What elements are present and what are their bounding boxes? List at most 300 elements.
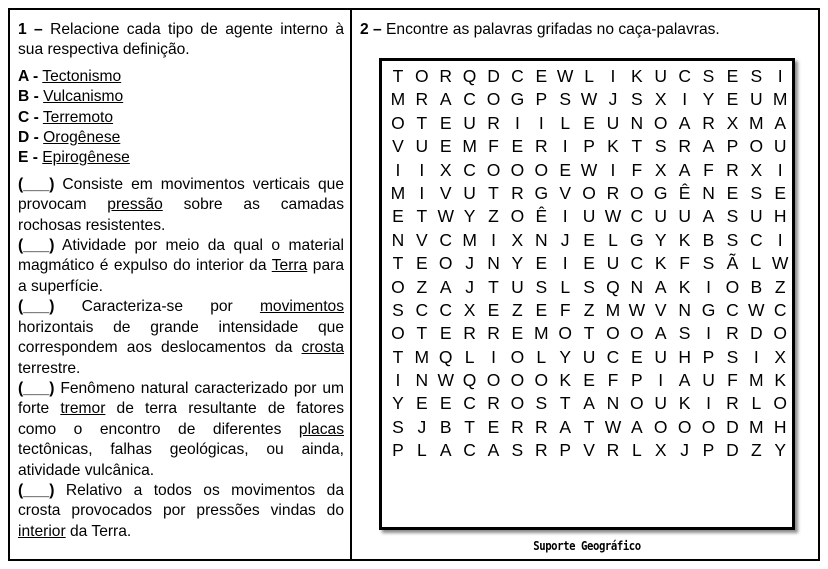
grid-letter[interactable]: M [414, 346, 430, 367]
grid-letter[interactable]: S [654, 136, 667, 157]
grid-letter[interactable]: L [560, 276, 571, 297]
grid-letter[interactable]: O [486, 159, 501, 180]
grid-letter[interactable]: X [654, 159, 667, 180]
grid-letter[interactable]: X [439, 159, 452, 180]
grid-letter[interactable]: K [678, 393, 691, 414]
grid-letter[interactable]: S [726, 346, 739, 367]
grid-letter[interactable]: O [606, 323, 620, 344]
grid-letter[interactable]: A [702, 206, 715, 227]
grid-letter[interactable]: R [487, 393, 500, 414]
grid-letter[interactable]: A [774, 112, 787, 133]
grid-letter[interactable]: G [653, 182, 668, 203]
grid-letter[interactable]: Z [512, 299, 523, 320]
grid-letter[interactable]: W [437, 370, 454, 391]
grid-letter[interactable]: M [749, 370, 764, 391]
grid-letter[interactable]: S [631, 89, 643, 110]
question-1-text: Relacione cada tipo de agente interno à sua respectiva definição. [18, 21, 344, 59]
grid-letter[interactable]: N [630, 112, 644, 133]
grid-letter[interactable]: V [559, 182, 572, 203]
grid-letter[interactable]: I [682, 89, 688, 110]
grid-letter[interactable]: T [631, 136, 643, 157]
grid-letter[interactable]: T [583, 416, 595, 437]
grid-letter[interactable]: E [511, 323, 524, 344]
grid-letter[interactable]: K [607, 136, 619, 157]
grid-letter[interactable]: U [749, 206, 763, 227]
grid-letter[interactable]: A [439, 89, 452, 110]
grid-letter[interactable]: Q [462, 66, 477, 86]
grid-letter[interactable]: A [583, 393, 595, 414]
grid-letter[interactable]: C [630, 253, 644, 274]
grid-letter[interactable]: W [771, 253, 789, 274]
grid-letter[interactable]: J [417, 416, 427, 437]
grid-letter[interactable]: L [751, 253, 762, 274]
grid-letter[interactable]: E [583, 112, 595, 133]
grid-letter[interactable]: E [535, 253, 548, 274]
grid-letter[interactable]: T [416, 323, 428, 344]
answer-blank[interactable]: (___) [18, 298, 55, 316]
grid-letter[interactable]: A [678, 112, 691, 133]
grid-letter[interactable]: M [749, 416, 764, 437]
grid-letter[interactable]: M [534, 323, 549, 344]
grid-letter[interactable]: N [534, 229, 548, 250]
grid-letter[interactable]: U [654, 346, 668, 367]
grid-letter[interactable]: R [534, 416, 548, 437]
grid-letter[interactable]: O [630, 393, 644, 414]
grid-letter[interactable]: A [439, 440, 452, 461]
grid-letter[interactable]: T [583, 323, 595, 344]
grid-letter[interactable]: W [556, 66, 574, 86]
answer-blank[interactable]: (___) [18, 175, 55, 193]
grid-letter[interactable]: R [487, 323, 500, 344]
grid-letter[interactable]: D [487, 66, 500, 86]
grid-letter[interactable]: O [391, 323, 405, 344]
grid-letter[interactable]: I [706, 323, 711, 344]
grid-letter[interactable]: O [510, 393, 525, 414]
grid-letter[interactable]: I [706, 276, 711, 297]
grid-letter[interactable]: P [535, 89, 548, 110]
grid-letter[interactable]: W [748, 299, 765, 320]
grid-letter[interactable]: R [534, 440, 548, 461]
grid-letter[interactable]: O [773, 323, 787, 344]
grid-letter[interactable]: L [608, 229, 618, 250]
grid-letter[interactable]: R [678, 136, 691, 157]
grid-letter[interactable]: R [511, 182, 524, 203]
grid-letter[interactable]: U [415, 136, 429, 157]
grid-letter[interactable]: O [415, 66, 429, 86]
grid-letter[interactable]: O [510, 206, 525, 227]
grid-letter[interactable]: U [582, 206, 596, 227]
grid-letter[interactable]: M [462, 229, 477, 250]
grid-letter[interactable]: I [514, 112, 520, 133]
grid-letter[interactable]: L [416, 440, 427, 461]
grid-letter[interactable]: P [726, 136, 739, 157]
grid-letter[interactable]: U [654, 206, 668, 227]
grid-letter[interactable]: I [538, 112, 544, 133]
grid-letter[interactable]: J [680, 440, 689, 461]
grid-letter[interactable]: N [630, 276, 644, 297]
grid-letter[interactable]: J [608, 89, 618, 110]
grid-letter[interactable]: S [511, 440, 524, 461]
grid-letter[interactable]: O [773, 393, 787, 414]
grid-letter[interactable]: N [415, 370, 429, 391]
grid-letter[interactable]: N [702, 182, 715, 203]
grid-letter[interactable]: O [510, 159, 525, 180]
grid-letter[interactable]: T [416, 206, 428, 227]
grid-letter[interactable]: T [488, 276, 499, 297]
grid-letter[interactable]: O [677, 416, 692, 437]
grid-letter[interactable]: S [750, 182, 763, 203]
grid-letter[interactable]: I [395, 370, 401, 391]
grid-letter[interactable]: I [562, 136, 568, 157]
grid-letter[interactable]: B [439, 416, 452, 437]
grid-letter[interactable]: W [580, 89, 598, 110]
grid-letter[interactable]: G [701, 299, 716, 320]
grid-letter[interactable]: W [604, 206, 622, 227]
grid-letter[interactable]: W [604, 416, 622, 437]
grid-letter[interactable]: X [511, 229, 524, 250]
grid-letter[interactable]: J [465, 276, 474, 297]
grid-letter[interactable]: M [772, 89, 788, 110]
grid-letter[interactable]: F [727, 370, 738, 391]
grid-letter[interactable]: A [654, 276, 667, 297]
grid-letter[interactable]: V [583, 440, 595, 461]
grid-letter[interactable]: F [559, 299, 571, 320]
grid-letter[interactable]: V [654, 299, 667, 320]
grid-letter[interactable]: O [653, 112, 668, 133]
grid-letter[interactable]: T [416, 112, 428, 133]
grid-letter[interactable]: Y [654, 229, 667, 250]
grid-letter[interactable]: O [534, 159, 549, 180]
grid-letter[interactable]: C [511, 66, 524, 86]
grid-letter[interactable]: U [678, 206, 691, 227]
grid-letter[interactable]: S [678, 323, 691, 344]
grid-letter[interactable]: E [511, 136, 524, 157]
grid-letter[interactable]: C [463, 393, 476, 414]
grid-letter[interactable]: E [583, 229, 595, 250]
grid-letter[interactable]: S [726, 229, 739, 250]
grid-letter[interactable]: R [726, 323, 739, 344]
grid-letter[interactable]: S [750, 66, 763, 86]
answer-blank[interactable]: (___) [18, 237, 55, 255]
grid-letter[interactable]: E [583, 253, 595, 274]
grid-letter[interactable]: X [463, 299, 476, 320]
grid-letter[interactable]: A [702, 136, 715, 157]
grid-letter[interactable]: C [463, 89, 476, 110]
grid-letter[interactable]: W [628, 299, 646, 320]
grid-letter[interactable]: P [583, 136, 595, 157]
grid-letter[interactable]: S [559, 89, 572, 110]
grid-letter[interactable]: I [706, 393, 711, 414]
grid-letter[interactable]: I [491, 229, 496, 250]
grid-letter[interactable]: C [463, 159, 476, 180]
grid-letter[interactable]: L [536, 346, 547, 367]
grid-letter[interactable]: S [392, 299, 404, 320]
grid-letter[interactable]: C [726, 299, 739, 320]
grid-letter[interactable]: K [678, 276, 691, 297]
grid-letter[interactable]: I [395, 159, 401, 180]
grid-letter[interactable]: Ê [535, 206, 548, 227]
grid-letter[interactable]: F [679, 253, 690, 274]
grid-letter[interactable]: N [678, 299, 691, 320]
grid-letter[interactable]: Z [750, 440, 762, 461]
grid-letter[interactable]: I [419, 182, 425, 203]
grid-letter[interactable]: U [749, 89, 763, 110]
grid-letter[interactable]: F [703, 159, 714, 180]
grid-letter[interactable]: O [486, 370, 501, 391]
grid-letter[interactable]: O [510, 370, 525, 391]
grid-letter[interactable]: Z [774, 276, 786, 297]
grid-letter[interactable]: X [654, 89, 667, 110]
grid-letter[interactable]: A [559, 416, 572, 437]
grid-letter[interactable]: Ã [726, 253, 739, 274]
grid-letter[interactable]: L [584, 66, 594, 86]
grid-letter[interactable]: O [534, 370, 549, 391]
grid-letter[interactable]: S [702, 253, 715, 274]
grid-letter[interactable]: E [439, 393, 452, 414]
grid-letter[interactable]: E [559, 159, 572, 180]
grid-letter[interactable]: L [751, 393, 762, 414]
grid-letter[interactable]: L [560, 112, 571, 133]
grid-letter[interactable]: T [392, 66, 404, 86]
grid-letter[interactable]: Y [702, 89, 715, 110]
grid-letter[interactable]: O [653, 416, 668, 437]
grid-letter[interactable]: E [439, 136, 452, 157]
worksheet [8, 8, 820, 561]
grid-letter[interactable]: S [583, 276, 595, 297]
grid-letter[interactable]: E [487, 299, 500, 320]
grid-letter[interactable]: I [562, 206, 568, 227]
grid-letter[interactable]: L [631, 440, 642, 461]
grid-letter[interactable]: A [654, 323, 667, 344]
grid-letter[interactable]: E [439, 112, 452, 133]
grid-letter[interactable]: B [702, 229, 715, 250]
grid-letter[interactable]: N [606, 393, 620, 414]
option-key: E - [18, 149, 38, 167]
grid-letter[interactable]: O [701, 416, 716, 437]
grid-letter[interactable]: O [630, 182, 644, 203]
grid-letter[interactable]: E [415, 393, 428, 414]
grid-letter[interactable]: J [465, 253, 474, 274]
grid-letter[interactable]: P [559, 440, 572, 461]
grid-letter[interactable]: R [534, 136, 548, 157]
grid-letter[interactable]: C [749, 229, 763, 250]
grid-letter[interactable]: U [606, 253, 620, 274]
grid-letter[interactable]: I [777, 229, 783, 250]
grid-letter[interactable]: I [658, 370, 664, 391]
grid-letter[interactable]: O [510, 346, 525, 367]
grid-letter[interactable]: Y [463, 206, 476, 227]
grid-letter[interactable]: Q [606, 276, 620, 297]
grid-letter[interactable]: Q [438, 346, 453, 367]
grid-letter[interactable]: A [678, 159, 691, 180]
grid-letter[interactable]: Z [488, 206, 499, 227]
grid-letter[interactable]: D [726, 440, 739, 461]
grid-letter[interactable]: P [631, 370, 643, 391]
grid-letter[interactable]: Y [511, 253, 524, 274]
grid-letter[interactable]: I [777, 66, 783, 86]
grid-letter[interactable]: J [560, 229, 570, 250]
grid-letter[interactable]: O [438, 253, 453, 274]
grid-letter[interactable]: U [606, 112, 620, 133]
grid-letter[interactable]: T [488, 182, 499, 203]
grid-letter[interactable]: S [726, 206, 739, 227]
grid-letter[interactable]: T [464, 416, 475, 437]
grid-letter[interactable]: O [391, 112, 405, 133]
grid-letter[interactable]: M [462, 136, 477, 157]
grid-letter[interactable]: O [630, 323, 644, 344]
grid-letter[interactable]: A [631, 416, 643, 437]
grid-letter[interactable]: E [487, 416, 500, 437]
grid-letter[interactable]: R [606, 182, 620, 203]
grid-letter[interactable]: P [392, 440, 404, 461]
grid-letter[interactable]: R [702, 112, 715, 133]
grid-letter[interactable]: H [773, 416, 787, 437]
grid-letter[interactable]: X [654, 440, 667, 461]
grid-letter[interactable]: E [631, 346, 643, 367]
grid-letter[interactable]: R [726, 159, 739, 180]
grid-letter[interactable]: E [535, 66, 548, 86]
grid-letter[interactable]: I [491, 346, 496, 367]
grid-letter[interactable]: U [702, 370, 715, 391]
grid-letter[interactable]: E [726, 182, 739, 203]
grid-letter[interactable]: I [753, 346, 759, 367]
grid-letter[interactable]: O [749, 136, 764, 157]
description-item [18, 297, 344, 379]
grid-letter[interactable]: H [678, 346, 691, 367]
answer-blank[interactable]: (___) [18, 481, 55, 499]
grid-letter[interactable]: Z [416, 276, 428, 297]
grid-letter[interactable]: C [463, 440, 476, 461]
grid-letter[interactable]: U [654, 393, 668, 414]
grid-letter[interactable]: O [558, 323, 572, 344]
grid-letter[interactable]: A [487, 440, 500, 461]
grid-letter[interactable]: K [631, 66, 643, 86]
grid-letter[interactable]: U [654, 66, 668, 86]
grid-letter[interactable]: D [749, 323, 763, 344]
grid-letter[interactable]: X [774, 346, 787, 367]
grid-letter[interactable]: B [750, 276, 763, 297]
grid-letter[interactable]: U [582, 346, 596, 367]
grid-letter[interactable]: S [535, 393, 548, 414]
grid-letter[interactable]: M [390, 182, 406, 203]
grid-letter[interactable]: P [702, 346, 715, 367]
grid-letter[interactable]: S [392, 416, 404, 437]
grid-letter[interactable]: R [511, 416, 524, 437]
grid-letter[interactable]: T [392, 253, 404, 274]
grid-letter[interactable]: K [774, 370, 787, 391]
grid-letter[interactable]: K [654, 253, 667, 274]
grid-letter[interactable]: R [606, 440, 620, 461]
grid-letter[interactable]: I [610, 159, 616, 180]
grid-letter[interactable]: U [511, 276, 524, 297]
grid-letter[interactable]: F [607, 370, 619, 391]
grid-letter[interactable]: U [463, 182, 476, 203]
grid-letter[interactable]: Ê [678, 182, 691, 203]
grid-letter[interactable]: I [777, 159, 783, 180]
grid-letter[interactable]: W [580, 159, 598, 180]
grid-letter[interactable]: D [726, 416, 739, 437]
grid-letter[interactable]: O [582, 182, 596, 203]
answer-blank[interactable]: (___) [18, 379, 55, 397]
grid-letter[interactable]: C [439, 229, 453, 250]
grid-letter[interactable]: G [630, 229, 644, 250]
grid-letter[interactable]: E [535, 299, 548, 320]
grid-letter[interactable]: Q [462, 370, 477, 391]
grid-letter[interactable]: N [487, 253, 500, 274]
grid-letter[interactable]: P [702, 440, 715, 461]
grid-letter[interactable]: I [562, 253, 568, 274]
grid-letter[interactable]: W [437, 206, 454, 227]
grid-letter[interactable]: C [606, 346, 620, 367]
grid-letter[interactable]: R [439, 66, 453, 86]
grid-letter[interactable]: X [726, 112, 739, 133]
grid-letter[interactable]: M [605, 299, 621, 320]
grid-letter[interactable]: Y [774, 440, 787, 461]
grid-letter[interactable]: I [610, 66, 616, 86]
grid-letter[interactable]: O [391, 276, 405, 297]
grid-letter[interactable]: K [559, 370, 572, 391]
grid-letter[interactable]: R [415, 89, 429, 110]
grid-letter[interactable]: T [559, 393, 571, 414]
grid-letter[interactable]: E [583, 370, 595, 391]
description-item [18, 379, 344, 481]
grid-letter[interactable]: E [774, 182, 787, 203]
grid-letter[interactable]: T [392, 346, 404, 367]
grid-letter[interactable]: C [415, 299, 429, 320]
grid-letter[interactable]: R [487, 112, 500, 133]
grid-letter[interactable]: R [463, 323, 476, 344]
grid-letter[interactable]: C [678, 66, 691, 86]
grid-letter[interactable]: E [415, 253, 428, 274]
grid-letter[interactable]: Y [559, 346, 572, 367]
grid-letter[interactable]: F [631, 159, 643, 180]
grid-letter[interactable]: E [726, 66, 739, 86]
grid-letter[interactable]: K [678, 229, 691, 250]
grid-letter[interactable]: C [630, 206, 644, 227]
grid-letter[interactable]: C [439, 299, 453, 320]
grid-letter[interactable]: G [510, 89, 525, 110]
grid-letter[interactable]: G [534, 182, 549, 203]
grid-letter[interactable]: U [463, 112, 476, 133]
grid-letter[interactable]: V [392, 136, 404, 157]
grid-letter[interactable]: I [419, 159, 425, 180]
grid-letter[interactable]: O [725, 276, 740, 297]
grid-letter[interactable]: L [464, 346, 475, 367]
grid-letter[interactable]: Y [392, 393, 404, 414]
grid-letter[interactable]: N [391, 229, 405, 250]
grid-letter[interactable]: S [702, 66, 715, 86]
grid-letter[interactable]: M [749, 112, 764, 133]
grid-letter[interactable]: F [488, 136, 499, 157]
option-item [18, 67, 344, 87]
grid-letter[interactable]: V [439, 182, 452, 203]
grid-letter[interactable]: E [439, 323, 452, 344]
grid-letter[interactable]: H [773, 206, 787, 227]
grid-letter[interactable]: Z [583, 299, 595, 320]
grid-letter[interactable]: A [678, 370, 691, 391]
grid-letter[interactable]: E [726, 89, 739, 110]
grid-letter[interactable]: C [773, 299, 787, 320]
grid-letter[interactable]: V [415, 229, 428, 250]
grid-letter[interactable]: U [773, 136, 787, 157]
grid-letter[interactable]: X [750, 159, 763, 180]
grid-letter[interactable]: E [392, 206, 404, 227]
grid-letter[interactable]: S [535, 276, 548, 297]
grid-letter[interactable]: A [439, 276, 452, 297]
grid-letter[interactable]: O [486, 89, 501, 110]
grid-letter[interactable]: R [726, 393, 739, 414]
grid-letter[interactable]: M [390, 89, 406, 110]
